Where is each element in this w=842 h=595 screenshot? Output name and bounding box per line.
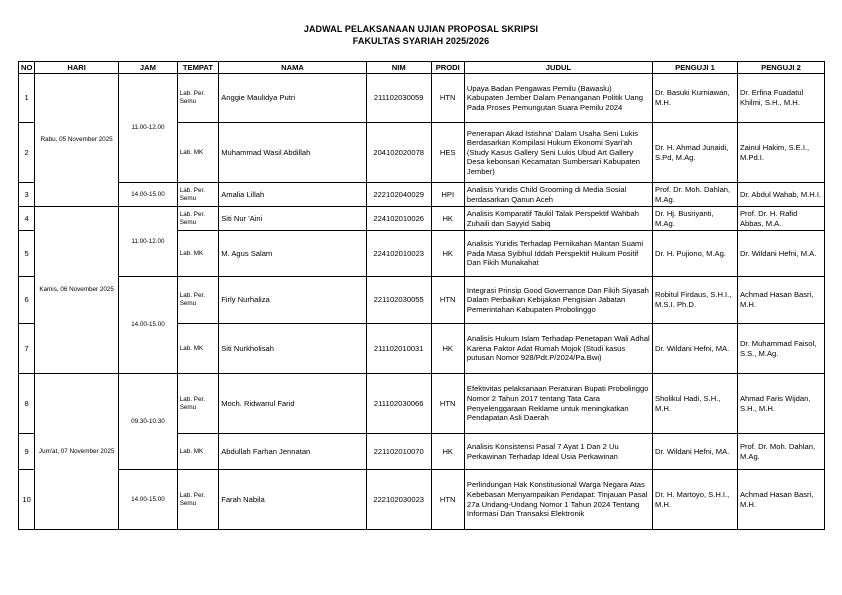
student-nim: 211102030066: [366, 374, 431, 434]
room-cell: Lab. Per. Semu: [177, 374, 218, 434]
examiner-1: Sholikul Hadi, S.H., M.H.: [653, 374, 738, 434]
table-row: [19, 207, 825, 231]
examiner-2: Dr. Erfina Fuadatul Khilmi, S.H., M.H.: [737, 74, 824, 123]
thesis-title: Analisis Hukum Islam Terhadap Penetapan Wali Adhal Karena Faktor Adat Rumah Mojok (Studi kasus putusan Nomor 928/Pdt.P/2024/Pa.Bwi): [464, 324, 652, 374]
student-name: Farah Nabila: [219, 470, 367, 530]
room-cell: Lab. Per. Semu: [177, 277, 218, 324]
header-nama: NAMA: [219, 62, 367, 74]
examiner-2: Prof. Dr. Moh. Dahlan, M.Ag.: [737, 434, 824, 470]
examiner-1: Dr. Basuki Kurniawan, M.H.: [653, 74, 738, 123]
study-program: HK: [431, 207, 464, 231]
room-cell: Lab. Per. Semu: [177, 183, 218, 207]
thesis-title: Perlindungan Hak Konstitusional Warga Negara Atas Kebebasan Menyampaikan Pendapat: Tinjauan Pasal 27a Undang-Undang Nomor 1 Tahun 2024 Tentang Informasi Dan Transaksi Elektronik: [464, 470, 652, 530]
student-name: Siti Nur 'Aini: [219, 207, 367, 231]
header-penguji-1: PENGUJI 1: [653, 62, 738, 74]
row-no: 9: [19, 434, 35, 470]
study-program: HTN: [431, 470, 464, 530]
examiner-2: Achmad Hasan Basri, M.H.: [737, 277, 824, 324]
day-cell: Rabu, 05 November 2025: [35, 74, 119, 207]
study-program: HTN: [431, 277, 464, 324]
student-name: Siti Nurkholisah: [219, 324, 367, 374]
student-nim: 211102030059: [366, 74, 431, 123]
header-jam: JAM: [119, 62, 178, 74]
study-program: HES: [431, 123, 464, 183]
examiner-1: Dr. Wildani Hefni, MA.: [653, 324, 738, 374]
student-name: Firly Nurhaliza: [219, 277, 367, 324]
thesis-title: Analisis Yuridis Child Grooming di Media Sosial berdasarkan Qanun Aceh: [464, 183, 652, 207]
student-nim: 224102010026: [366, 207, 431, 231]
time-cell: 14.00-15.00: [119, 183, 178, 207]
table-row: [19, 183, 825, 207]
study-program: HK: [431, 324, 464, 374]
table-row: [19, 277, 825, 324]
row-no: 8: [19, 374, 35, 434]
examiner-2: Dr. Wildani Hefni, M.A.: [737, 231, 824, 277]
room-cell: Lab. MK: [177, 324, 218, 374]
document-title: JADWAL PELAKSANAAN UJIAN PROPOSAL SKRIPSI: [303, 24, 539, 34]
time-cell: 14.00-15.00: [119, 470, 178, 530]
header-prodi: PRODI: [431, 62, 464, 74]
examiner-2: Achmad Hasan Basri, M.H.: [737, 470, 824, 530]
student-name: Amalia Lillah: [219, 183, 367, 207]
thesis-title: Analisis Yuridis Terhadap Pernikahan Mantan Suami Pada Masa Syibhul Iddah Perspektif Hukum Positif Dan Fikih Munakahat: [464, 231, 652, 277]
time-cell: 09.30-10.30: [119, 374, 178, 470]
table-row: [19, 470, 825, 530]
student-nim: 224102010023: [366, 231, 431, 277]
time-cell: 11.00-12.00: [119, 207, 178, 277]
examiner-1: Dr. Wildani Hefni, MA.: [653, 434, 738, 470]
row-no: 6: [19, 277, 35, 324]
row-no: 4: [19, 207, 35, 231]
thesis-title: Penerapan Akad Istishna' Dalam Usaha Seni Lukis Berdasarkan Kompilasi Hukum Ekonomi Syari'ah (Study Kasus Gallery Seni Lukis Ubud Art Gallery Desa kebonsari Kecamatan Sumbersari Kabupaten Jember): [464, 123, 652, 183]
examiner-1: Prof. Dr. Moh. Dahlan, M.Ag.: [653, 183, 738, 207]
examiner-2: Dr. Muhammad Faisol, S.S., M.Ag.: [737, 324, 824, 374]
header-penguji-2: PENGUJI 2: [737, 62, 824, 74]
row-no: 3: [19, 183, 35, 207]
room-cell: Lab. MK: [177, 231, 218, 277]
study-program: HTN: [431, 374, 464, 434]
examiner-2: Dr. Abdul Wahab, M.H.I.: [737, 183, 824, 207]
student-name: Abdullah Farhan Jennatan: [219, 434, 367, 470]
thesis-title: Analisis Konsistensi Pasal 7 Ayat 1 Dan 2 Uu Perkawinan Terhadap Ideal Usia Perkawinan: [464, 434, 652, 470]
row-no: 1: [19, 74, 35, 123]
thesis-title: Analisis Komparatif Taukil Talak Perspektif Wahbah Zuhaili dan Sayyid Sabiq: [464, 207, 652, 231]
student-nim: 221102010070: [366, 434, 431, 470]
student-name: Anggie Maulidya Putri: [219, 74, 367, 123]
room-cell: Lab. Per. Semu: [177, 470, 218, 530]
examiner-1: Dr. Hj. Busriyanti, M.Ag.: [653, 207, 738, 231]
student-name: Moch. Ridwanul Farid: [219, 374, 367, 434]
day-cell: Kamis, 06 November 2025: [35, 207, 119, 374]
student-nim: 222102040029: [366, 183, 431, 207]
room-cell: Lab. MK: [177, 123, 218, 183]
header-tempat: TEMPAT: [177, 62, 218, 74]
student-name: M. Agus Salam: [219, 231, 367, 277]
examiner-1: Dr. H. Ahmad Junaidi, S.Pd, M.Ag.: [653, 123, 738, 183]
row-no: 5: [19, 231, 35, 277]
header-judul: JUDUL: [464, 62, 652, 74]
student-name: Muhammad Wasil Abdillah: [219, 123, 367, 183]
thesis-title: Efektivitas pelaksanaan Peraturan Bupati Probolinggo Nomor 2 Tahun 2017 tentang Tata Cara Penyelenggaraan Reklame untuk meningkatkan Pendapatan Asli Daerah: [464, 374, 652, 434]
student-nim: 204102020078: [366, 123, 431, 183]
row-no: 7: [19, 324, 35, 374]
examiner-1: Dr. H. Pujiono, M.Ag.: [653, 231, 738, 277]
room-cell: Lab. Per. Semu: [177, 74, 218, 123]
student-nim: 221102030055: [366, 277, 431, 324]
header-no: NO: [19, 62, 35, 74]
header-nim: NIM: [366, 62, 431, 74]
examiner-1: Dr. H. Martoyo, S.H.I., M.H.: [653, 470, 738, 530]
examiner-1: Robitul Firdaus, S.H.I., M.S.I. Ph.D.: [653, 277, 738, 324]
document-subtitle: FAKULTAS SYARIAH 2025/2026: [352, 36, 490, 46]
study-program: HK: [431, 231, 464, 277]
examiner-2: Prof. Dr. H. Rafid Abbas, M.A.: [737, 207, 824, 231]
study-program: HK: [431, 434, 464, 470]
thesis-title: Integrasi Prinsip Good Governance Dan Fikih Siyasah Dalam Perbaikan Kebijakan Pengisian Jabatan Pemerintahan Kabupaten Probolinggo: [464, 277, 652, 324]
header-hari: HARI: [35, 62, 119, 74]
day-cell: Jum'at, 07 November 2025: [35, 374, 119, 530]
examiner-2: Ahmad Faris Wijdan, S.H., M.H.: [737, 374, 824, 434]
time-cell: 14.00-15.00: [119, 277, 178, 374]
schedule-table: [18, 61, 825, 530]
study-program: HTN: [431, 74, 464, 123]
time-cell: 11.00-12.00: [119, 74, 178, 183]
student-nim: 211102010031: [366, 324, 431, 374]
table-row: [19, 74, 825, 123]
table-header-row: [19, 62, 825, 74]
room-cell: Lab. Per. Semu: [177, 207, 218, 231]
examiner-2: Zainul Hakim, S.E.I., M.Pd.I.: [737, 123, 824, 183]
thesis-title: Upaya Badan Pengawas Pemilu (Bawaslu) Kabupaten Jember Dalam Penanganan Politik Uang Pada Proses Pemungutan Suara Pemilu 2024: [464, 74, 652, 123]
row-no: 2: [19, 123, 35, 183]
room-cell: Lab. MK: [177, 434, 218, 470]
row-no: 10: [19, 470, 35, 530]
study-program: HPI: [431, 183, 464, 207]
student-nim: 222102030023: [366, 470, 431, 530]
table-row: [19, 374, 825, 434]
